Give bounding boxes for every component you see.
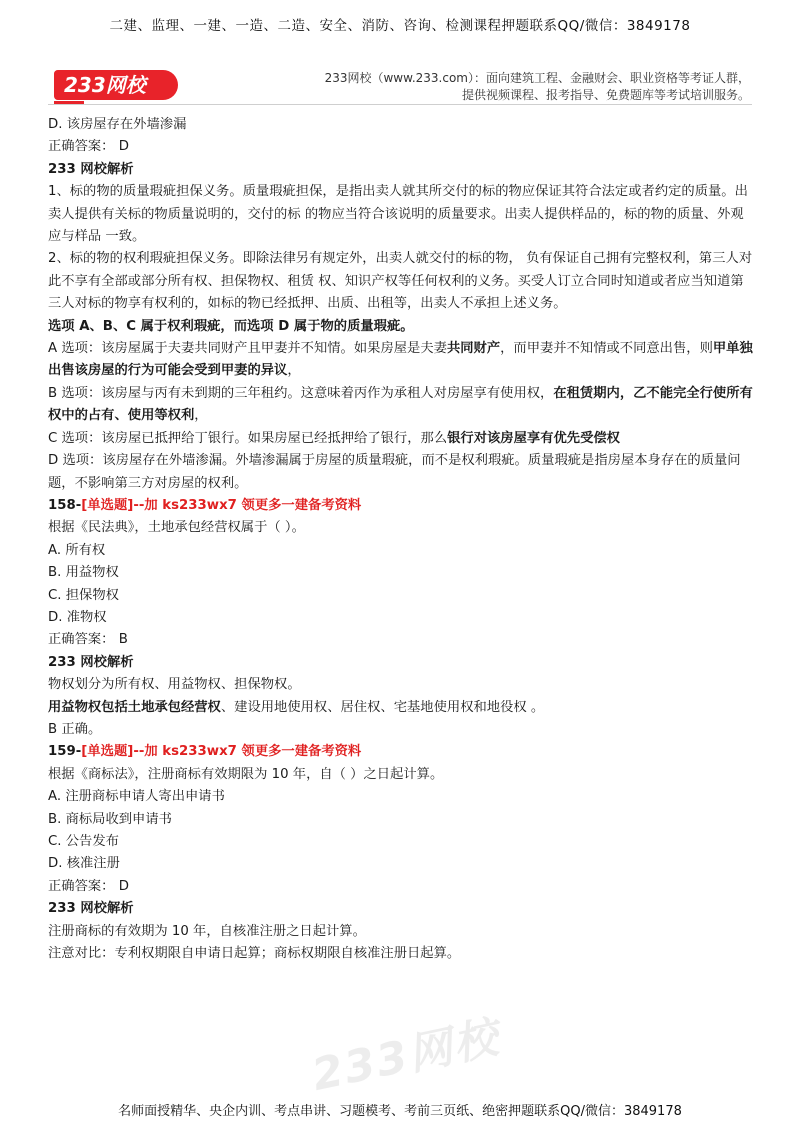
footer-banner: 名师面授精华、央企内训、考点串讲、习题模考、考前三页纸、绝密押题联系QQ/微信：3849178 [118, 1104, 682, 1119]
q157-explain-c [48, 428, 754, 450]
q158-analysis-title: 233 网校解析 [48, 654, 134, 670]
q158-option-a: A. 所有权 [48, 542, 106, 558]
q157-explain-d: D 选项：该房屋存在外墙渗漏。外墙渗漏属于房屋的质量瑕疵，而不是权利瑕疵。质量瑕疵是指房屋本身存在的质量问题，不影响第三方对房屋的权利。 [48, 453, 741, 491]
q157-a-bold1: 共同财产 [446, 341, 501, 357]
q158-tag: [单选题]--加 ks233wx7 领更多一建备考资料 [81, 497, 362, 513]
q157-answer: 正确答案： D [48, 139, 129, 155]
q157-c-bold: 银行对该房屋享有优先受偿权 [447, 430, 620, 446]
q157-b-text: B 选项：该房屋与丙有未到期的三年租约。这意味着丙作为承租人对房屋享有使用权， [48, 385, 554, 401]
q158-stem: 根据《民法典》，土地承包经营权属于（ ）。 [48, 520, 305, 536]
q157-b-bold: 在租赁期内，乙不能完全行使所有权中的占有、使用等权利 [48, 385, 753, 424]
q158-analysis-p1: 物权划分为所有权、用益物权、担保物权。 [48, 677, 301, 693]
q157-analysis-p1: 1、标的物的质量瑕疵担保义务。质量瑕疵担保，是指出卖人就其所交付的标的物应保证其符合法定或者约定的质量。出卖人提供有关标的物质量说明的，交付的标 的物应当符合该说明的质量要求。出卖人提供样品的，标的物的质量、外观应与样品 一致。 [48, 184, 748, 245]
q158-option-d: D. 准物权 [48, 609, 107, 625]
q157-explain-a [48, 338, 754, 383]
q159-answer: 正确答案： D [48, 878, 129, 894]
q158-p2-rest: 、建设用地使用权、居住权、宅基地使用权和地役权 。 [220, 699, 545, 715]
q159-option-c: C. 公告发布 [48, 834, 119, 849]
q157-a-mid: ，而甲妻并不知情或不同意出售，则 [500, 341, 713, 357]
logo: 233网校 [54, 70, 178, 100]
q158-analysis-p2 [48, 697, 754, 719]
q157-analysis-p2: 2、标的物的权利瑕疵担保义务。即除法律另有规定外，出卖人就交付的标的物， 负有保证自己拥有完整权利，第三人对此不享有全部或部分所有权、担保物权、租赁 权、知识产权等任何权利的义务。买受人订立合同时知道或者应当知道第三人对标的物享有权利的，如标的物已经抵押、出质、出租等，出卖人不承担上述义务。 [48, 251, 753, 312]
q157-c-text: C 选项：该房屋已抵押给丁银行。如果房屋已经抵押给了银行，那么 [48, 430, 448, 446]
header-info-line2: 提供视频课程、报考指导、免费题库等考试培训服务。 [461, 88, 750, 102]
q159-option-a: A. 注册商标申请人寄出申请书 [48, 789, 225, 805]
q158-option-c: C. 担保物权 [48, 587, 119, 603]
q159-stem: 根据《商标法》，注册商标有效期限为 10 年，自（ ）之日起计算。 [48, 766, 444, 782]
q158-analysis-p3: B 正确。 [48, 721, 102, 737]
watermark: 233网校 [307, 1011, 505, 1102]
q157-b-end: ， [194, 408, 208, 424]
document-body [48, 114, 754, 965]
q159-option-b: B. 商标局收到申请书 [48, 811, 172, 827]
q158-p2-bold: 用益物权包括土地承包经营权 [48, 699, 221, 715]
q159-option-d: D. 核准注册 [48, 856, 120, 872]
q159-analysis-p1: 注册商标的有效期为 10 年，自核准注册之日起计算。 [48, 923, 366, 939]
q157-a-bold2: 甲单独出售该房屋的行为可能会受到甲妻的异议 [48, 341, 753, 379]
q158-title [48, 495, 754, 517]
q157-option-d: D. 该房屋存在外墙渗漏 [48, 117, 187, 132]
q158-answer: 正确答案： B [48, 632, 128, 648]
q159-analysis-p2: 注意对比：专利权期限自申请日起算；商标权期限自核准注册日起算。 [48, 946, 461, 962]
q159-number: 159- [48, 744, 82, 760]
header-info-line1: 233网校（www.233.com）：面向建筑工程、金融财会、职业资格等考证人群， [324, 71, 750, 85]
q157-a-text: A 选项：该房屋属于夫妻共同财产且甲妻并不知情。如果房屋是夫妻 [48, 341, 447, 357]
q159-title [48, 741, 754, 763]
q158-option-b: B. 用益物权 [48, 565, 119, 581]
q157-a-end: ， [287, 363, 301, 379]
q157-analysis-title: 233 网校解析 [48, 161, 134, 177]
q159-tag: [单选题]--加 ks233wx7 领更多一建备考资料 [81, 744, 362, 760]
q157-explain-b [48, 383, 754, 428]
top-banner: 二建、监理、一建、一造、二造、安全、消防、咨询、检测课程押题联系QQ/微信：3849178 [109, 18, 691, 34]
q158-number: 158- [48, 497, 82, 513]
header-info [290, 70, 750, 104]
header-divider [48, 104, 752, 105]
q159-analysis-title: 233 网校解析 [48, 901, 134, 917]
q157-summary: 选项 A、B、C 属于权利瑕疵，而选项 D 属于物的质量瑕疵。 [48, 318, 414, 334]
